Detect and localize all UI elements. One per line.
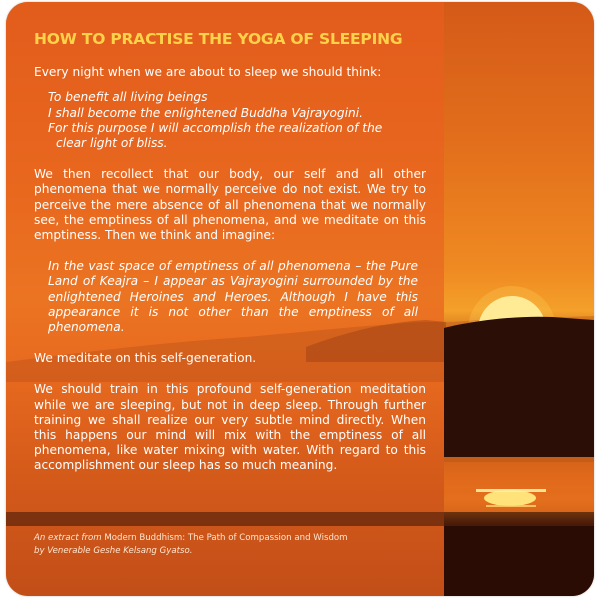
article (34, 32, 426, 490)
sun-reflection-line (476, 489, 546, 492)
sun-reflection (484, 490, 536, 506)
foreground-dark (444, 526, 594, 596)
extract-prefix: An extract from (34, 533, 102, 543)
verse-line: clear light of bliss. (56, 136, 168, 151)
page-title: HOW TO PRACTISE THE YOGA OF SLEEPING (34, 30, 403, 48)
meditation-quote: In the vast space of emptiness of all phenomena – the Pure Land of Keajra – I appear as Vajrayogini surrounded by the enlightened Heroines and Heroes. Although I have this appearance it is not other than the emptiness of all phenomena. (48, 259, 418, 335)
source-credit (34, 532, 414, 558)
paragraph-recollect: We then recollect that our body, our self and all other phenomena that we normally perceive do not exist. We try to perceive the mere absence of all phenomena that we normally see, the emptiness of all phenomena, and we meditate on this emptiness. Then we think and imagine: (34, 167, 426, 243)
intro-text: Every night when we are about to sleep we should think: (34, 65, 382, 80)
sun-reflection-line-2 (486, 505, 536, 507)
shore-band (6, 512, 594, 526)
paragraph-meditate: We meditate on this self-generation. (34, 351, 257, 366)
card (6, 2, 594, 596)
verse-line: For this purpose I will accomplish the realization of the (48, 120, 383, 135)
dark-hills (444, 317, 594, 462)
paragraph-train: We should train in this profound self-generation meditation while we are sleeping, but not in deep sleep. Through further training we shall realize our very subtle mind directly. When this happens our mind will mix with the emptiness of all phenomena, like water mixing with water. With regard to this accomplishment our sleep has so much meaning. (34, 382, 426, 473)
author-credit: by Venerable Geshe Kelsang Gyatso. (34, 546, 193, 556)
verse-line: To benefit all living beings (48, 90, 208, 105)
verse-block (48, 90, 426, 151)
verse-line: I shall become the enlightened Buddha Vajrayogini. (48, 105, 364, 120)
book-title: Modern Buddhism: The Path of Compassion and Wisdom (104, 533, 348, 543)
